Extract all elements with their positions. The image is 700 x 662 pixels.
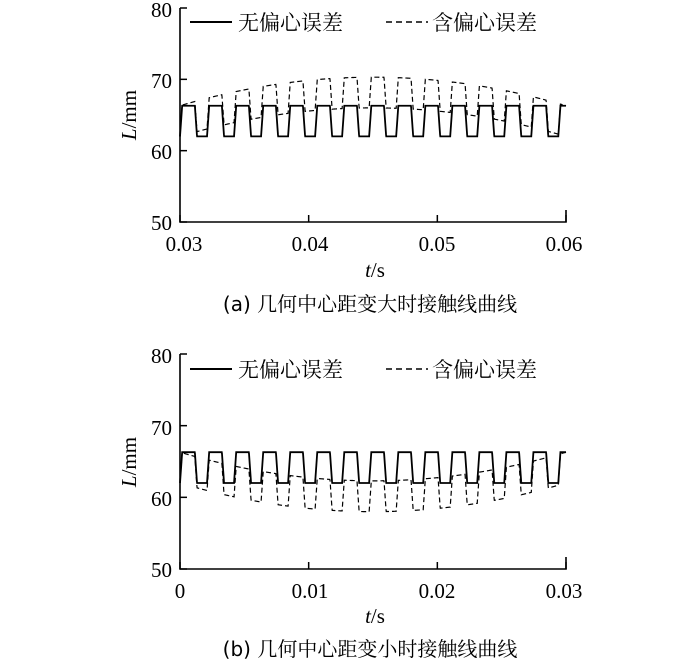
y-tick-label-a-50: 50 xyxy=(151,211,172,235)
y-tick-label-a-60: 60 xyxy=(151,140,172,164)
x-tick-label-a-1: 0.04 xyxy=(291,232,329,256)
x-axis-label-a: t/s xyxy=(365,258,385,282)
legend-b xyxy=(190,358,537,382)
x-tick-labels-a xyxy=(166,232,583,256)
y-tick-label-b-60: 60 xyxy=(151,487,172,511)
chart-panel-b xyxy=(117,344,582,661)
legend-label-solid-b: 无偏心误差 xyxy=(238,358,343,382)
y-tick-labels-b xyxy=(151,344,172,582)
caption-a: (a) 几何中心距变大时接触线曲线 xyxy=(222,292,518,316)
caption-b: (b) 几何中心距变小时接触线曲线 xyxy=(222,637,518,661)
x-axis-label-b: t/s xyxy=(365,604,385,628)
x-tick-labels-b xyxy=(175,579,583,603)
chart-panel-a xyxy=(117,0,582,316)
ticks-a xyxy=(180,8,566,222)
axes-frame-a xyxy=(180,8,566,222)
x-tick-label-b-1: 0.01 xyxy=(291,579,329,603)
y-tick-label-a-70: 70 xyxy=(151,69,172,93)
y-tick-label-b-80: 80 xyxy=(151,344,172,368)
y-tick-label-b-50: 50 xyxy=(151,558,172,582)
x-tick-label-b-3: 0.03 xyxy=(545,579,583,603)
series-group-b xyxy=(180,452,566,511)
y-axis-label-a: L/mm xyxy=(117,89,141,141)
series-group-a xyxy=(180,77,566,136)
x-tick-label-a-2: 0.05 xyxy=(418,232,456,256)
ticks-b xyxy=(180,354,566,569)
legend-label-dashed-b: 含偏心误差 xyxy=(432,358,537,382)
y-axis-label-b: L/mm xyxy=(117,436,141,488)
series-line-a-no-eccentricity xyxy=(180,106,566,137)
axes-frame-b xyxy=(180,354,566,569)
legend-label-solid-a: 无偏心误差 xyxy=(238,11,343,35)
x-tick-label-a-0: 0.03 xyxy=(165,232,203,256)
y-tick-label-a-80: 80 xyxy=(151,0,172,22)
plot-area-a xyxy=(180,8,566,222)
x-tick-label-a-3: 0.06 xyxy=(545,232,583,256)
legend-label-dashed-a: 含偏心误差 xyxy=(432,11,537,35)
x-tick-label-b-0: 0 xyxy=(174,579,186,603)
series-line-b-no-eccentricity xyxy=(180,452,566,483)
y-tick-label-b-70: 70 xyxy=(151,416,172,440)
y-tick-labels-a xyxy=(151,0,172,235)
series-line-b-with-eccentricity xyxy=(180,452,566,511)
series-line-a-with-eccentricity xyxy=(180,77,566,136)
x-tick-label-b-2: 0.02 xyxy=(418,579,456,603)
legend-a xyxy=(190,11,537,35)
plot-area-b xyxy=(180,354,566,569)
